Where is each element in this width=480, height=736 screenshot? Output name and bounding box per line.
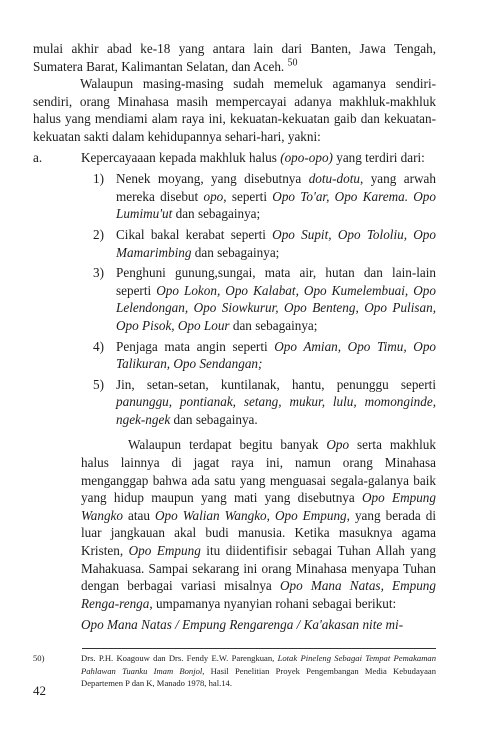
- text-run: Walaupun terdapat begitu banyak: [128, 437, 327, 453]
- text-run: dan sebagainya;: [172, 206, 261, 222]
- text-run: Penghuni gunung,sungai, mata air, hutan dan lain-lain seperti: [116, 265, 436, 298]
- text-run: Cikal bakal kerabat seperti: [116, 226, 273, 242]
- sub-list-text: [116, 226, 436, 261]
- italic-term: Opo To'ar, Opo Karema. Opo Lumimu'ut: [116, 188, 436, 222]
- text-run: Jin, setan-setan, kuntilanak, hantu, penunggu seperti: [116, 376, 436, 392]
- footnote-title: Lotak Pineleng Sebagai Tempat Pemakaman Pahlawan Tuanku Imam Bonjol: [81, 653, 436, 676]
- italic-term: dotu-dotu: [308, 171, 360, 187]
- italic-term: Opo Amian, Opo Timu, Opo Talikuran, Opo Sendangan;: [116, 338, 437, 372]
- footnote: [33, 652, 436, 690]
- page-number: 42: [33, 683, 46, 698]
- italic-term: Opo Walian Wangko, Opo Empung: [155, 507, 347, 523]
- sub-list-item: [81, 170, 436, 223]
- footnote-text-after: , Hasil Penelitian Proyek Pengembangan Media Kebudayaan Departemen P dan K, Manado 1978, hal.14.: [81, 665, 436, 688]
- song-line: Opo Mana Natas / Empung Rengarenga / Ka'akasan nite mi-: [81, 617, 404, 633]
- list-item-a-italic: (opo-opo): [280, 149, 333, 165]
- text-run: , umpamanya nyanyian rohani sebagai berikut:: [149, 595, 397, 611]
- list-item-a: [33, 149, 436, 167]
- sub-list-text: [116, 264, 436, 334]
- list-item-a-label: a.: [33, 149, 43, 165]
- text-run: itu diidentifisir sebagai Tuhan Allah yang Mahakuasa. Sampai sekarang ini orang Minahasa menyapa Tuhan dengan berbagai variasi misalnya: [81, 543, 436, 594]
- sub-list-number: 5): [93, 376, 104, 392]
- sub-list-number: 2): [93, 226, 104, 242]
- sub-list: [81, 170, 436, 428]
- paragraph-1: [33, 40, 436, 75]
- page-body: [33, 40, 436, 634]
- text-run: , seperti: [223, 188, 273, 204]
- text-run: , yang arwah mereka disebut: [116, 171, 436, 204]
- sub-list-item: [81, 226, 436, 261]
- italic-term: Opo Empung: [128, 543, 201, 559]
- italic-term: Opo Empung Wangko: [81, 490, 436, 523]
- italic-term: Opo Mana Natas, Empung Renga-renga: [81, 578, 436, 611]
- text-run: , yang berada di luar jangkauan akal budi manusia. Ketika masuknya agama Kristen,: [81, 507, 437, 559]
- text-run: serta makhluk halus lainnya di jagat raya ini, namun orang Minahasa menganggap bahwa ada satu yang menguasai segala-galanya baik yang hidup maupun yang mati yang disebutnya: [81, 437, 436, 506]
- sub-list-item: [81, 376, 436, 429]
- sub-list-number: 3): [93, 265, 104, 281]
- italic-term: panunggu, pontianak, setang, mukur, lulu, momonginde, ngek-ngek: [116, 394, 436, 427]
- text-run: dan sebagainya.: [170, 411, 258, 427]
- paragraph-2: Walaupun masing-masing sudah memeluk agamanya sendiri-sendiri, orang Minahasa masih mempercayai adanya makhluk-makhluk halus yang mendiami alam raya ini, kekuatan-kekuatan gaib dan kekuatan-kekuatan sakti dalam kehidupannya sehari-hari, yakni:: [33, 76, 436, 144]
- sub-list-text: [116, 170, 436, 223]
- footnote-text-before: Drs. P.H. Koagouw dan Drs. Fendy E.W. Parengkuan,: [81, 653, 278, 663]
- list-item-a-text: [81, 149, 436, 167]
- text-run: Penjaga mata angin seperti: [116, 338, 275, 354]
- text-run: atau: [123, 507, 156, 523]
- sub-list-number: 1): [93, 171, 104, 187]
- sub-list-number: 4): [93, 338, 104, 354]
- italic-term: Opo Supit, Opo Tololiu, Opo Mamarimbing: [116, 226, 436, 260]
- text-run: dan sebagainya;: [191, 244, 280, 260]
- italic-term: Opo Lokon, Opo Kalabat, Opo Kumelembuai, Opo Lelendongan, Opo Siowkurur, Opo Benteng, Opo Pulisan, Opo Pisok, Opo Lour: [116, 282, 436, 333]
- paragraph-1-text: mulai akhir abad ke-18 yang antara lain dari Banten, Jawa Tengah, Sumatera Barat, Kalimantan Selatan, dan Aceh.: [33, 41, 436, 74]
- sub-list-item: [81, 338, 436, 373]
- text-run: dan sebagainya;: [229, 317, 318, 333]
- footnote-text: [81, 652, 436, 690]
- list-item-a-text-before: Kepercayaaan kepada makhluk halus: [81, 149, 281, 165]
- text-run: Nenek moyang, yang disebutnya: [116, 171, 309, 187]
- sub-list-item: [81, 264, 436, 334]
- footnote-reference: 50: [287, 57, 298, 69]
- footnote-divider: [82, 648, 436, 649]
- sub-list-text: [116, 376, 436, 429]
- list-item-a-text-after: yang terdiri dari:: [332, 149, 425, 165]
- sub-list-text: [116, 338, 436, 373]
- italic-term: Opo: [326, 437, 350, 453]
- paragraph-3: [81, 436, 436, 612]
- footnote-number: 50): [33, 653, 45, 663]
- italic-term: opo: [203, 188, 224, 204]
